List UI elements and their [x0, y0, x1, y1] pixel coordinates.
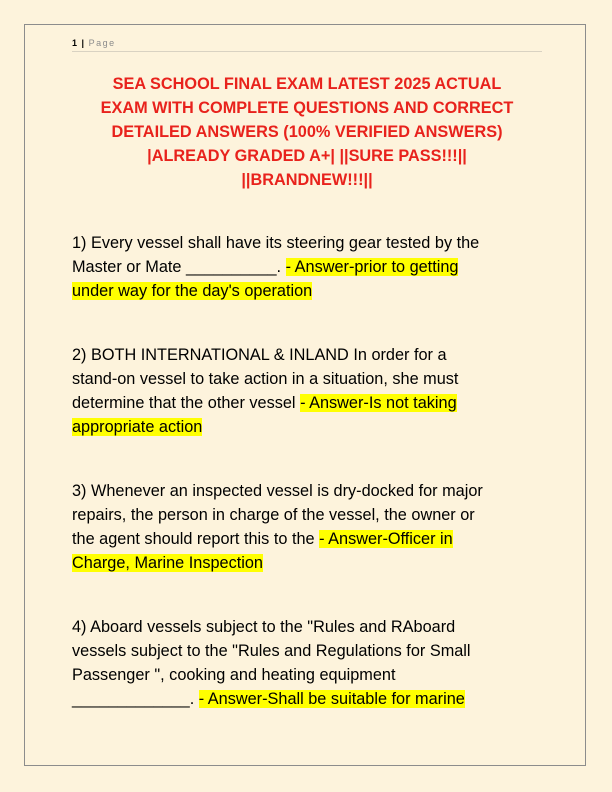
question-line: [72, 527, 542, 551]
question-line: [72, 687, 542, 711]
question-line: [72, 367, 542, 391]
question-line: [72, 279, 542, 303]
question-2: [72, 343, 542, 439]
page-header: [72, 37, 542, 52]
question-text: Master or Mate __________.: [72, 258, 286, 276]
question-line: [72, 503, 542, 527]
title-line: SEA SCHOOL FINAL EXAM LATEST 2025 ACTUAL: [112, 75, 502, 93]
question-text: 2) BOTH INTERNATIONAL & INLAND In order for a: [72, 346, 447, 364]
answer-highlight: under way for the day's operation: [72, 282, 313, 300]
question-line: [72, 343, 542, 367]
question-line: [72, 615, 542, 639]
page-label: Page: [88, 38, 116, 48]
answer-highlight: - Answer-Shall be suitable for marine: [198, 690, 465, 708]
question-text: 1) Every vessel shall have its steering gear tested by the: [72, 234, 480, 252]
title-line: |ALREADY GRADED A+| ||SURE PASS!!!||: [147, 147, 467, 165]
question-3: [72, 479, 542, 575]
answer-highlight: - Answer-prior to getting: [285, 258, 459, 276]
answer-highlight: - Answer-Is not taking: [300, 394, 457, 412]
question-line: [72, 639, 542, 663]
question-line: [72, 255, 542, 279]
question-text: repairs, the person in charge of the vessel, the owner or: [72, 506, 475, 524]
question-line: [72, 231, 542, 255]
question-line: [72, 415, 542, 439]
question-text: stand-on vessel to take action in a situation, she must: [72, 370, 459, 388]
question-4: [72, 615, 542, 711]
question-line: [72, 551, 542, 575]
answer-highlight: - Answer-Officer in: [319, 530, 453, 548]
question-text: the agent should report this to the: [72, 530, 320, 548]
question-text: 3) Whenever an inspected vessel is dry-docked for major: [72, 482, 483, 500]
question-text: vessels subject to the "Rules and Regulations for Small: [72, 642, 471, 660]
question-1: [72, 231, 542, 303]
question-line: [72, 479, 542, 503]
page-number: 1: [72, 38, 78, 48]
page-separator: |: [81, 38, 85, 48]
question-text: determine that the other vessel: [72, 394, 301, 412]
question-text: 4) Aboard vessels subject to the "Rules and RAboard: [72, 618, 456, 636]
question-line: [72, 391, 542, 415]
question-line: [72, 663, 542, 687]
title-line: DETAILED ANSWERS (100% VERIFIED ANSWERS): [111, 123, 503, 141]
title-line: EXAM WITH COMPLETE QUESTIONS AND CORRECT: [100, 99, 514, 117]
document-title: [72, 72, 542, 192]
answer-highlight: appropriate action: [72, 418, 203, 436]
question-text: Passenger ", cooking and heating equipment: [72, 666, 396, 684]
answer-highlight: Charge, Marine Inspection: [72, 554, 263, 572]
question-text: _____________.: [72, 690, 199, 708]
title-line: ||BRANDNEW!!!||: [241, 171, 373, 189]
